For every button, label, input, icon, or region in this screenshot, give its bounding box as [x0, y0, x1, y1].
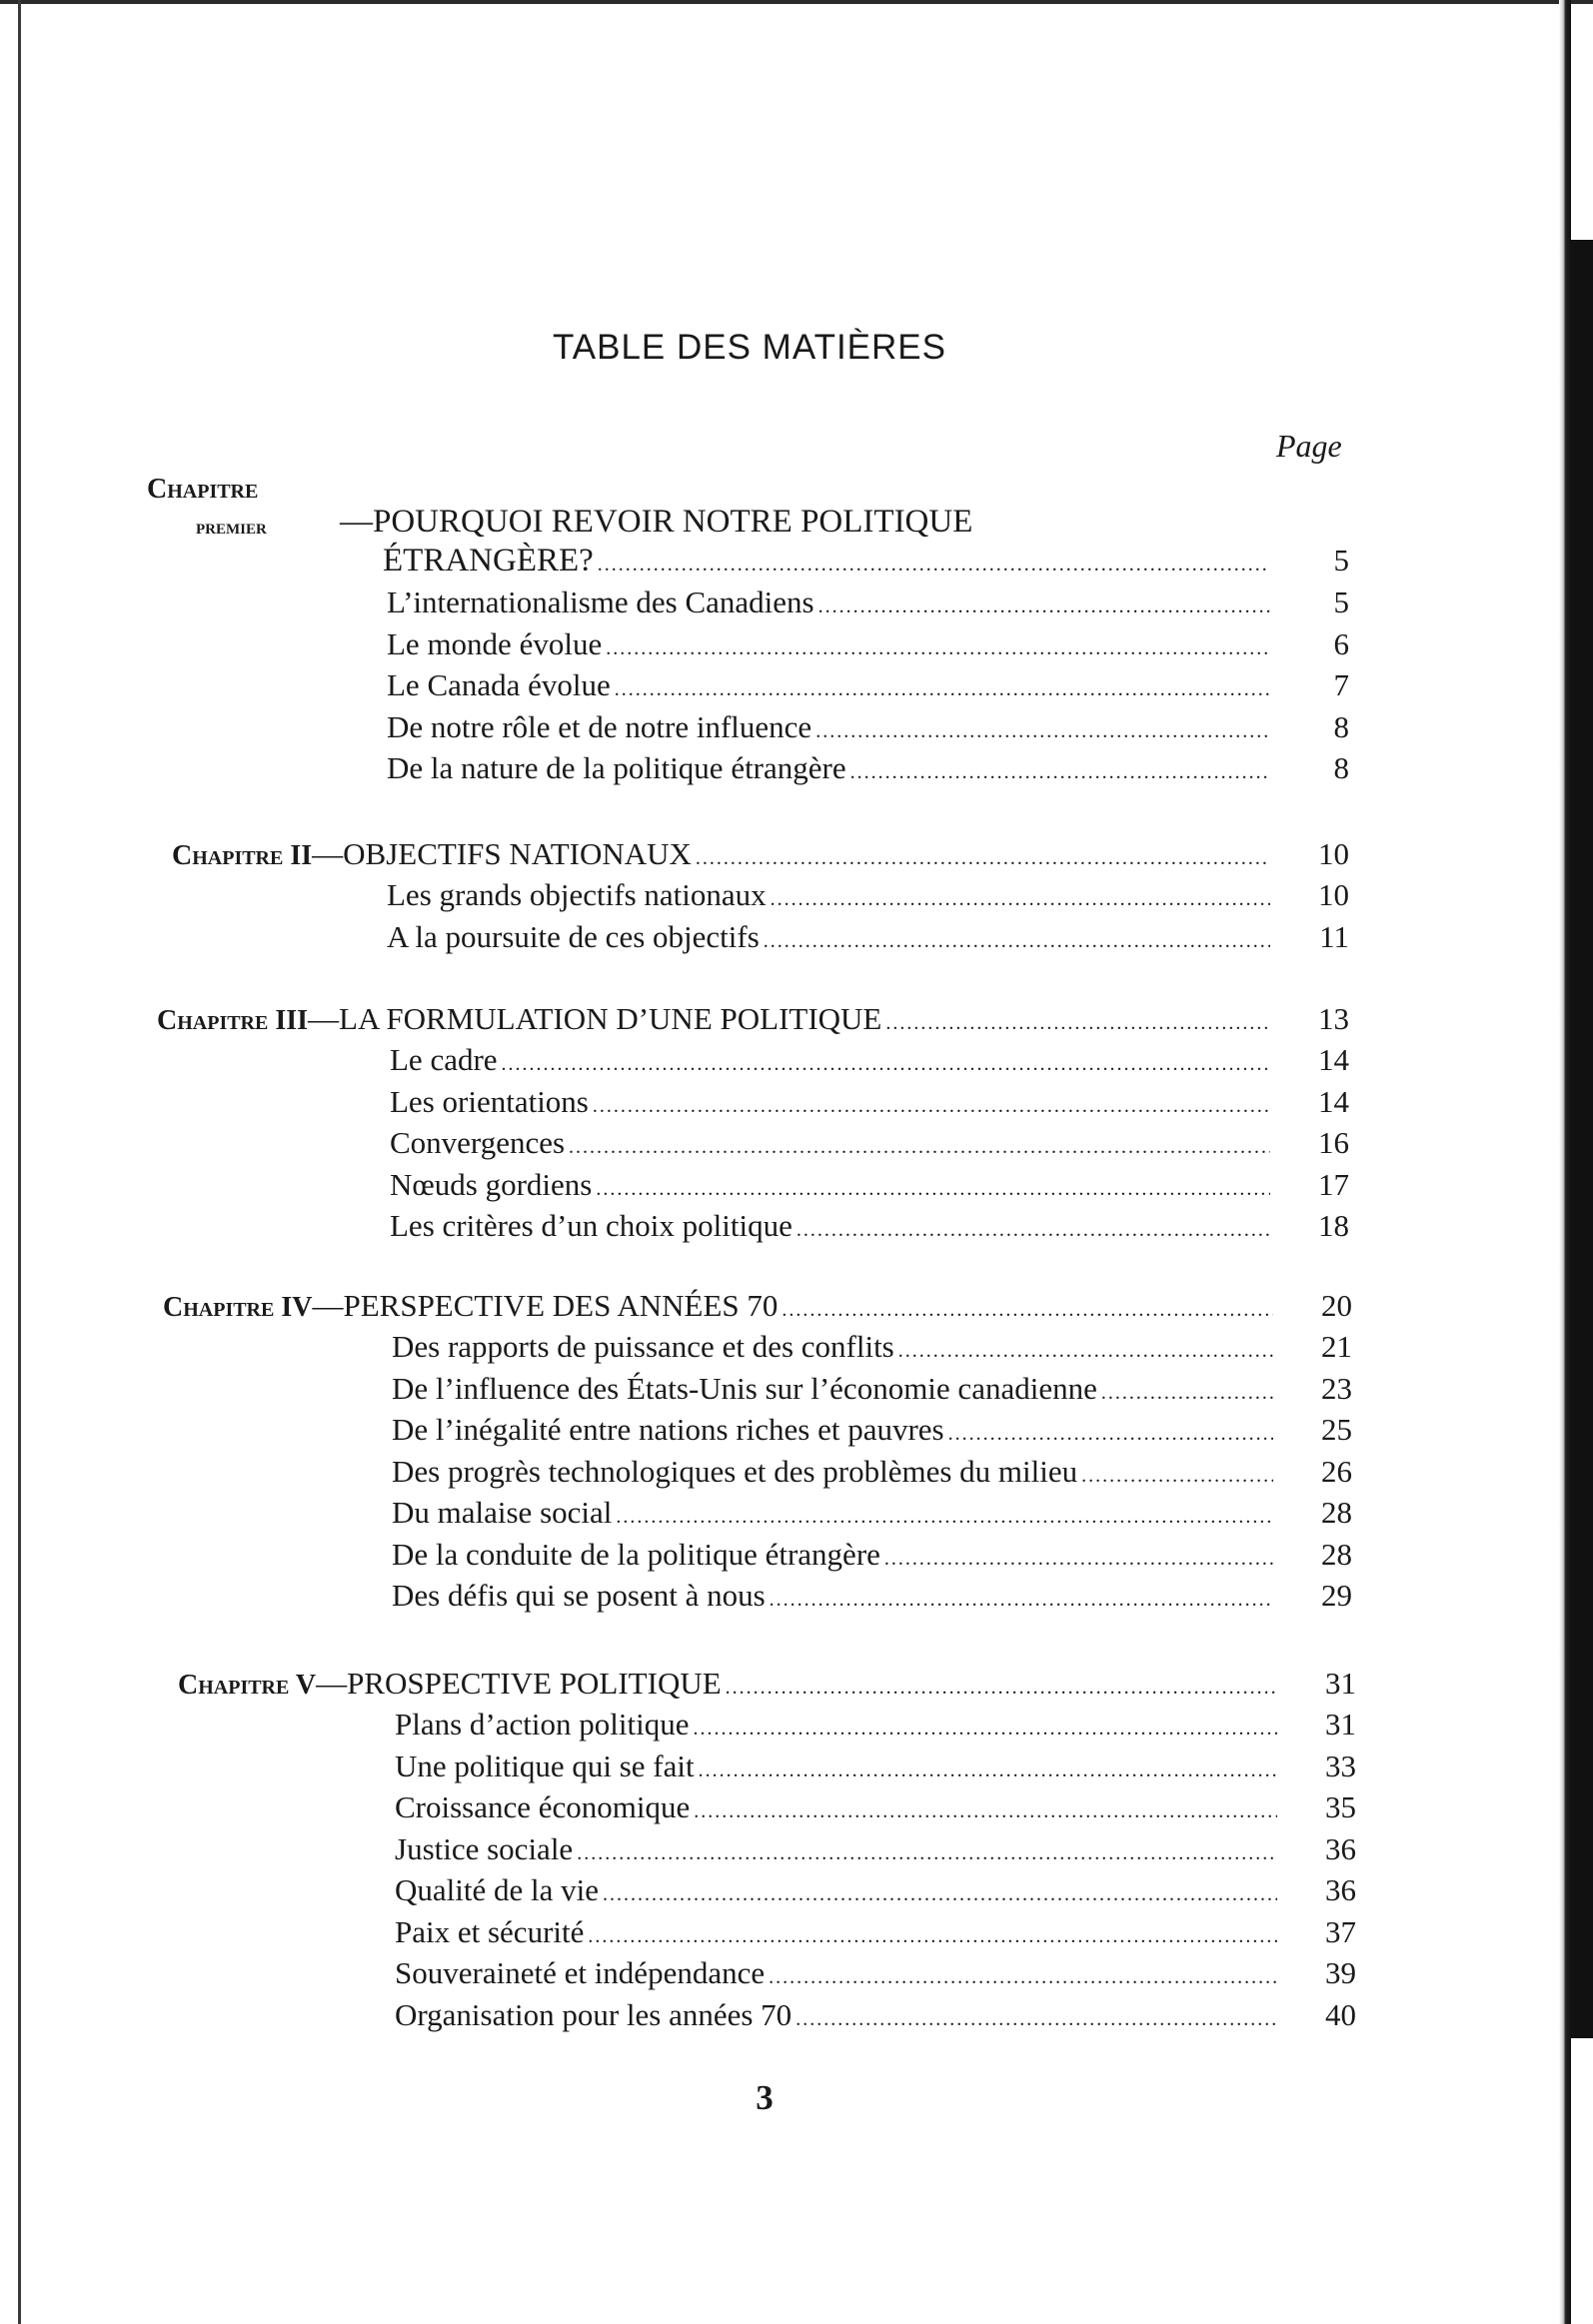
page-title: TABLE DES MATIÈRES: [552, 328, 946, 367]
section-title: Les grands objectifs nationaux: [387, 877, 767, 912]
section-page-number: 40: [1325, 1997, 1356, 2032]
leader-dots: [616, 1497, 1273, 1537]
leader-dots: [699, 1750, 1277, 1790]
section-page-number: 37: [1325, 1914, 1356, 1949]
section-page-number: 29: [1321, 1578, 1352, 1613]
section-page-number: 31: [1325, 1707, 1356, 1742]
leader-dots: [782, 1290, 1273, 1330]
section-title: Des rapports de puissance et des conflits: [392, 1329, 894, 1364]
section-page-number: 36: [1325, 1872, 1356, 1907]
toc-section-entry: [395, 1787, 1281, 1827]
section-page-number: 6: [1333, 626, 1349, 661]
section-title: Du malaise social: [392, 1495, 613, 1530]
toc-section-entry: [390, 1082, 1274, 1122]
scan-right-edge: [1559, 0, 1571, 2324]
section-page-number: 35: [1325, 1789, 1356, 1824]
section-page-number: 7: [1333, 667, 1349, 702]
toc-section-entry: [387, 582, 1274, 622]
leader-dots: [764, 921, 1270, 961]
toc-section-entry: [392, 1327, 1277, 1367]
chapter-1-label-line1: Chapitre: [147, 474, 259, 505]
leader-dots: [603, 1874, 1277, 1914]
section-title: Organisation pour les années 70: [395, 1997, 793, 2032]
section-title: Les orientations: [390, 1084, 589, 1119]
toc-section-entry: [392, 1535, 1277, 1575]
section-title: Les critères d’un choix politique: [390, 1208, 793, 1243]
leader-dots: [769, 1957, 1277, 1997]
section-page-number: 17: [1318, 1167, 1349, 1202]
leader-dots: [818, 586, 1270, 626]
leader-dots: [1081, 1456, 1273, 1496]
toc-section-entry: [387, 875, 1274, 915]
leader-dots: [850, 752, 1270, 792]
chapter-2-title: Chapitre II —OBJECTIFS NATIONAUX .....: [172, 834, 1274, 874]
chapter-5-page: 31: [1325, 1666, 1356, 1701]
section-page-number: 28: [1321, 1537, 1352, 1572]
section-title: Paix et sécurité: [395, 1914, 585, 1949]
leader-dots: [502, 1044, 1270, 1084]
toc-section-entry: [387, 917, 1274, 957]
toc-section-entry: [395, 1953, 1281, 1993]
leader-dots: [884, 1539, 1273, 1579]
toc-section-entry: [395, 1829, 1281, 1869]
section-title: Le cadre: [390, 1042, 498, 1077]
section-title: Justice sociale: [395, 1831, 574, 1866]
leader-dots: [885, 1003, 1270, 1043]
section-page-number: 8: [1333, 709, 1349, 744]
chapter-1-label-line2: premier: [196, 514, 267, 539]
leader-dots: [606, 628, 1270, 668]
section-page-number: 33: [1325, 1748, 1356, 1783]
section-page-number: 28: [1321, 1495, 1352, 1530]
leader-dots: [588, 1916, 1277, 1956]
section-title: Plans d’action politique: [395, 1707, 690, 1742]
section-page-number: 26: [1321, 1454, 1352, 1489]
leader-dots: [815, 711, 1270, 751]
section-title: Nœuds gordiens: [390, 1167, 593, 1202]
leader-dots: [694, 1791, 1277, 1831]
section-page-number: 16: [1318, 1125, 1349, 1160]
leader-dots: [771, 879, 1270, 919]
leader-dots: [1101, 1373, 1273, 1413]
section-page-number: 8: [1333, 750, 1349, 785]
chapter-4-page: 20: [1321, 1288, 1352, 1323]
page-number: 3: [756, 2078, 774, 2117]
chapter-1-page: 5: [1333, 543, 1349, 578]
toc-section-entry: [395, 1705, 1281, 1744]
toc-section-entry: [392, 1493, 1277, 1533]
leader-dots: [948, 1414, 1273, 1454]
section-title: Le monde évolue: [387, 626, 603, 661]
leader-dots: [693, 1709, 1277, 1748]
leader-dots: [596, 1169, 1270, 1209]
toc-section-entry: [390, 1123, 1274, 1163]
section-page-number: 39: [1325, 1955, 1356, 1990]
section-title: Qualité de la vie: [395, 1872, 599, 1907]
section-page-number: 21: [1321, 1329, 1352, 1364]
section-page-number: 25: [1321, 1412, 1352, 1447]
section-title: Convergences: [390, 1125, 566, 1160]
section-page-number: 23: [1321, 1371, 1352, 1406]
section-title: Souveraineté et indépendance: [395, 1955, 766, 1990]
leader-dots: [598, 545, 1270, 584]
toc-section-entry: [387, 665, 1274, 705]
leader-dots: [796, 1999, 1277, 2039]
chapter-2-page: 10: [1318, 836, 1349, 871]
scan-right-binding: [1571, 240, 1593, 2038]
toc-section-entry: [392, 1452, 1277, 1492]
section-title: Une politique qui se fait: [395, 1748, 695, 1783]
toc-section-entry: [395, 1870, 1281, 1910]
section-page-number: 36: [1325, 1831, 1356, 1866]
leader-dots: [615, 669, 1270, 709]
section-page-number: 11: [1319, 919, 1349, 954]
section-title: Le Canada évolue: [387, 667, 611, 702]
page-column-header: Page: [1276, 428, 1342, 464]
toc-section-entry: [387, 624, 1274, 664]
section-title: De la conduite de la politique étrangère: [392, 1537, 880, 1572]
section-title: A la poursuite de ces objectifs: [387, 919, 760, 954]
toc-section-entry: [395, 1746, 1281, 1786]
toc-section-entry: [395, 1912, 1281, 1952]
section-title: De l’influence des États-Unis sur l’économie canadienne: [392, 1371, 1097, 1406]
toc-section-entry: [390, 1206, 1274, 1246]
chapter-1-title-line1: —POURQUOI REVOIR NOTRE POLITIQUE: [340, 504, 973, 540]
scan-top-edge: [0, 0, 1593, 4]
toc-section-entry: [387, 748, 1274, 788]
toc-section-entry: [387, 707, 1274, 747]
section-page-number: 14: [1318, 1042, 1349, 1077]
section-page-number: 5: [1333, 584, 1349, 619]
section-page-number: 18: [1318, 1208, 1349, 1243]
section-title: De notre rôle et de notre influence: [387, 709, 812, 744]
toc-section-entry: [390, 1165, 1274, 1205]
leader-dots: [726, 1668, 1277, 1708]
toc-section-entry: [395, 1995, 1281, 2035]
leader-dots: [796, 1210, 1270, 1250]
chapter-5-title: Chapitre V —PROSPECTIVE POLITIQUE .....: [178, 1664, 1281, 1704]
section-title: Croissance économique: [395, 1789, 691, 1824]
section-title: L’internationalisme des Canadiens: [387, 584, 814, 619]
chapter-3-page: 13: [1318, 1001, 1349, 1036]
leader-dots: [898, 1331, 1273, 1371]
leader-dots: [569, 1127, 1270, 1167]
section-page-number: 10: [1318, 877, 1349, 912]
section-title: Des progrès technologiques et des problèmes du milieu: [392, 1454, 1078, 1489]
chapter-1-title: ÉTRANGÈRE? .....: [383, 541, 1274, 581]
chapter-4-title: Chapitre IV —PERSPECTIVE DES ANNÉES 70 .....: [163, 1286, 1277, 1326]
toc-section-entry: [392, 1369, 1277, 1409]
section-title: Des défis qui se posent à nous: [392, 1578, 766, 1613]
chapter-3-title: Chapitre III —LA FORMULATION D’UNE POLITIQUE .....: [157, 999, 1274, 1039]
toc-section-entry: [392, 1576, 1277, 1616]
leader-dots: [696, 838, 1270, 878]
toc-section-entry: [390, 1040, 1274, 1080]
leader-dots: [770, 1580, 1273, 1620]
section-title: De la nature de la politique étrangère: [387, 750, 846, 785]
section-title: De l’inégalité entre nations riches et pauvres: [392, 1412, 944, 1447]
leader-dots: [593, 1086, 1270, 1126]
leader-dots: [577, 1833, 1277, 1873]
section-page-number: 14: [1318, 1084, 1349, 1119]
toc-section-entry: [392, 1410, 1277, 1450]
